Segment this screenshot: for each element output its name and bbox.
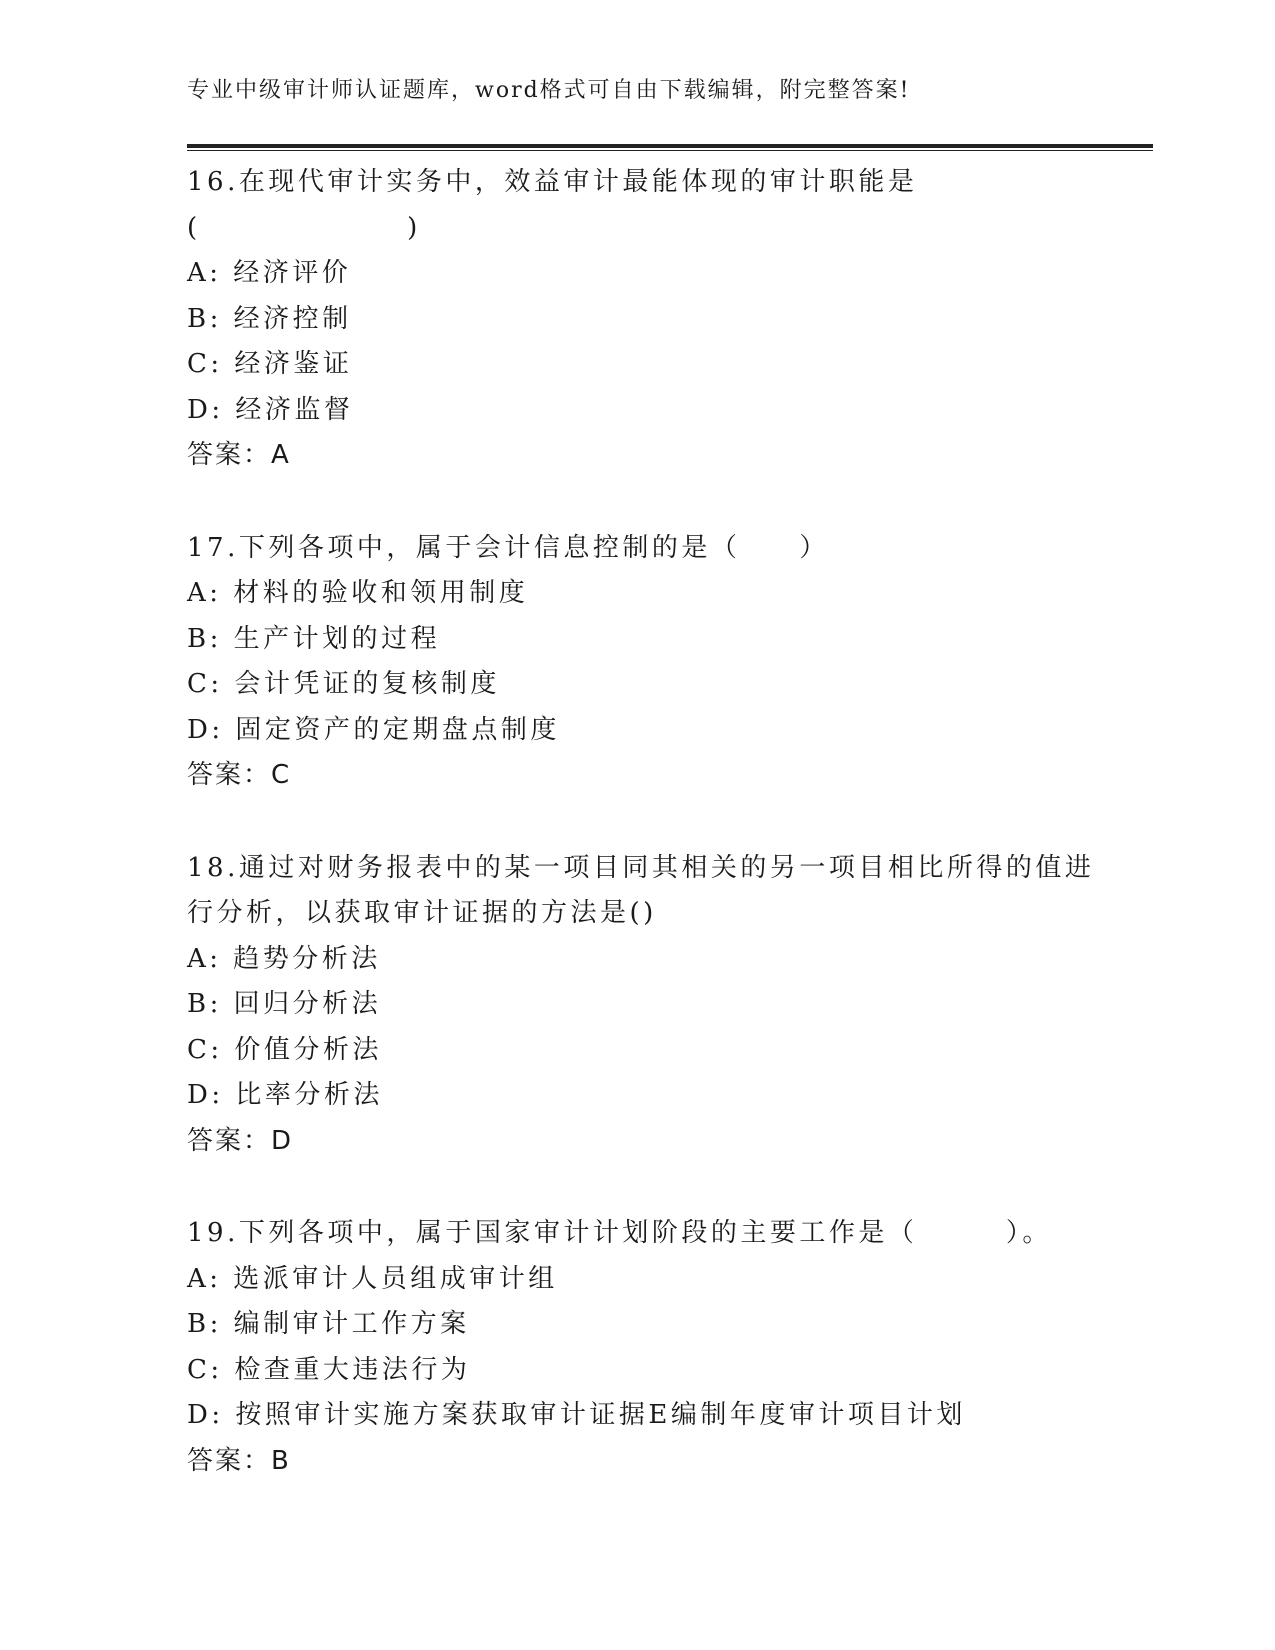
option-d: D: 固定资产的定期盘点制度 bbox=[187, 714, 560, 745]
option-d: D: 比率分析法 bbox=[187, 1080, 383, 1110]
question-stem: 17.下列各项中，属于会计信息控制的是（ ） bbox=[187, 532, 829, 563]
header-rule-thin bbox=[187, 150, 1153, 151]
answer: 答案：B bbox=[187, 1445, 291, 1476]
option-c: C: 经济鉴证 bbox=[187, 349, 353, 379]
question-stem: 19.下列各项中，属于国家审计计划阶段的主要工作是（ ）。 bbox=[187, 1218, 1052, 1248]
option-a: A: 经济评价 bbox=[187, 258, 352, 288]
question-stem: 18.通过对财务报表中的某一项目同其相关的另一项目相比所得的值进 bbox=[187, 852, 1095, 883]
question-stem: 行分析，以获取审计证据的方法是() bbox=[187, 898, 657, 928]
option-a: A: 材料的验收和领用制度 bbox=[187, 578, 529, 608]
option-b: B: 生产计划的过程 bbox=[187, 623, 441, 654]
option-b: B: 编制审计工作方案 bbox=[187, 1309, 470, 1339]
option-d: D: 按照审计实施方案获取审计证据E编制年度审计项目计划 bbox=[187, 1400, 966, 1430]
option-b: B: 经济控制 bbox=[187, 303, 352, 334]
answer: 答案：C bbox=[187, 760, 292, 790]
option-c: C: 会计凭证的复核制度 bbox=[187, 669, 500, 699]
option-a: A: 趋势分析法 bbox=[187, 943, 381, 974]
question-19 bbox=[187, 1211, 1087, 1484]
question-list bbox=[187, 160, 1095, 1484]
question-16 bbox=[187, 160, 1087, 479]
header-rule-thick bbox=[187, 144, 1153, 148]
option-c: C: 价值分析法 bbox=[187, 1034, 382, 1065]
question-stem: ( ) bbox=[187, 212, 421, 243]
option-d: D: 经济监督 bbox=[187, 394, 354, 425]
option-a: A: 选派审计人员组成审计组 bbox=[187, 1263, 558, 1294]
question-17 bbox=[187, 526, 1087, 799]
answer: 答案：D bbox=[187, 1125, 294, 1156]
question-18 bbox=[187, 846, 1095, 1165]
question-stem: 16.在现代审计实务中，效益审计最能体现的审计职能是 bbox=[187, 167, 918, 197]
answer: 答案：A bbox=[187, 440, 291, 470]
page-header: 专业中级审计师认证题库，word格式可自由下载编辑，附完整答案! bbox=[187, 78, 911, 103]
option-b: B: 回归分析法 bbox=[187, 989, 382, 1019]
option-c: C: 检查重大违法行为 bbox=[187, 1354, 471, 1385]
